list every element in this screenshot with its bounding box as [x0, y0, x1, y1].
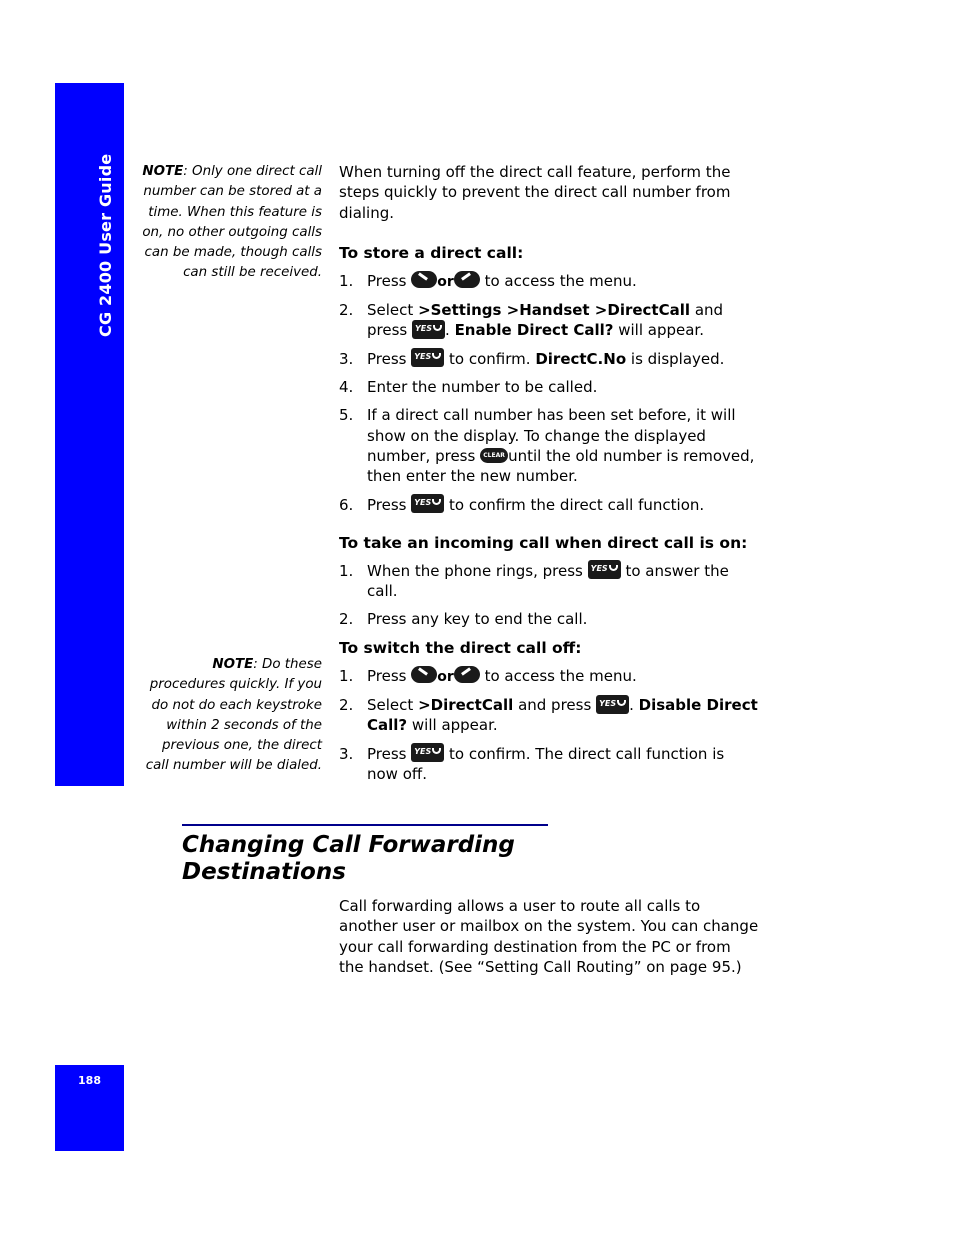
nav-down-key-icon: [411, 271, 437, 288]
list-item: [339, 695, 759, 736]
list-item: [339, 349, 759, 369]
step-number: 2.: [339, 696, 354, 715]
section-title: Changing Call Forwarding Destinations: [182, 832, 515, 885]
clear-key-icon: CLEAR: [480, 448, 508, 463]
step-text: .: [629, 696, 634, 715]
yes-key-icon: YES: [411, 743, 444, 762]
or-text: or: [437, 668, 454, 685]
menu-path: >DirectCall: [418, 696, 514, 715]
step-text: to access the menu.: [484, 666, 637, 685]
step-number: 5.: [339, 406, 354, 425]
note-text: : Only one direct call number can be stored at a time. When this feature is on, no other outgoing calls can be made, though calls can still be received.: [142, 164, 322, 281]
step-text: If a direct call number has been set before, it will show on the display. To change the displayed number, press: [367, 406, 736, 465]
list-item: [339, 744, 759, 785]
step-text: Select: [367, 301, 414, 320]
step-text: Enter the number to be called.: [367, 378, 598, 397]
step-text: Press: [367, 744, 407, 763]
note-label: NOTE: [212, 657, 254, 672]
step-text: to answer the call.: [367, 561, 729, 601]
section-body: Call forwarding allows a user to route all calls to another user or mailbox on the system. You can change your call forwarding destination from the PC or from the handset. (See “Setting Call Routing” on page 95.): [339, 897, 759, 976]
nav-up-key-icon: [454, 666, 480, 683]
step-number: 2.: [339, 610, 354, 629]
store-heading: To store a direct call:: [339, 243, 524, 262]
note-direct-call: [142, 162, 322, 284]
step-number: 2.: [339, 301, 354, 320]
list-item: [339, 495, 759, 515]
or-text: or: [437, 273, 454, 290]
step-text: to confirm the direct call function.: [449, 495, 705, 514]
store-steps: [339, 271, 759, 515]
yes-key-icon: YES: [411, 494, 444, 513]
display-prompt: Disable Direct Call?: [367, 696, 758, 735]
step-text: Press: [367, 495, 407, 514]
note-procedures: [142, 655, 322, 777]
switch-off-heading: To switch the direct call off:: [339, 638, 582, 657]
incoming-heading: To take an incoming call when direct call is on:: [339, 533, 748, 552]
intro-paragraph: When turning off the direct call feature, perform the steps quickly to prevent the direct call number from dialing.: [339, 163, 731, 222]
display-prompt: DirectC.No: [535, 349, 627, 368]
step-text: until the old number is removed, then enter the new number.: [367, 446, 755, 486]
step-text: Press: [367, 349, 407, 368]
step-text: .: [445, 321, 450, 340]
step-text: to access the menu.: [484, 271, 637, 290]
nav-down-key-icon: [411, 666, 437, 683]
step-text: and press: [518, 696, 592, 715]
list-item: [339, 300, 759, 341]
step-number: 3.: [339, 349, 354, 368]
step-text: to confirm. The direct call function is now off.: [367, 744, 725, 783]
yes-key-icon: YES: [596, 695, 629, 714]
step-text: When the phone rings, press: [367, 561, 583, 580]
step-text: will appear.: [411, 716, 498, 735]
list-item: [339, 609, 759, 629]
step-text: will appear.: [618, 321, 704, 340]
step-number: 1.: [339, 271, 354, 290]
yes-key-icon: YES: [411, 348, 444, 367]
step-number: 1.: [339, 666, 354, 685]
list-item: [339, 377, 759, 397]
step-text: and press: [367, 301, 724, 340]
step-text: Press: [367, 271, 407, 290]
step-text: Select: [367, 696, 414, 715]
list-item: [339, 666, 759, 687]
switch-off-steps: [339, 666, 759, 784]
list-item: [339, 271, 759, 292]
section-body-column: [339, 896, 759, 977]
note-label: NOTE: [142, 164, 184, 179]
yes-key-icon: YES: [412, 320, 445, 339]
step-number: 3.: [339, 744, 354, 763]
page-number-band: [55, 1065, 124, 1151]
yes-key-icon: YES: [588, 560, 621, 579]
step-text: is displayed.: [630, 349, 725, 368]
step-text: Press: [367, 666, 407, 685]
step-text: to confirm.: [449, 349, 531, 368]
incoming-steps: [339, 561, 759, 630]
step-number: 1.: [339, 561, 354, 580]
section-rule: [182, 824, 548, 826]
step-text: Press any key to end the call.: [367, 610, 588, 629]
note-text: : Do these procedures quickly. If you do not do each keystroke within 2 seconds of the previous one, the direct call number will be dialed.: [145, 657, 322, 774]
list-item: [339, 405, 759, 486]
step-number: 4.: [339, 378, 354, 397]
menu-path: >Settings >Handset >DirectCall: [418, 301, 691, 320]
sidebar-title: CG 2400 User Guide: [96, 153, 115, 337]
page-number: 188: [78, 1074, 101, 1087]
main-column: [339, 162, 759, 784]
list-item: [339, 561, 759, 602]
nav-up-key-icon: [454, 271, 480, 288]
step-number: 6.: [339, 495, 354, 514]
display-prompt: Enable Direct Call?: [454, 321, 614, 340]
